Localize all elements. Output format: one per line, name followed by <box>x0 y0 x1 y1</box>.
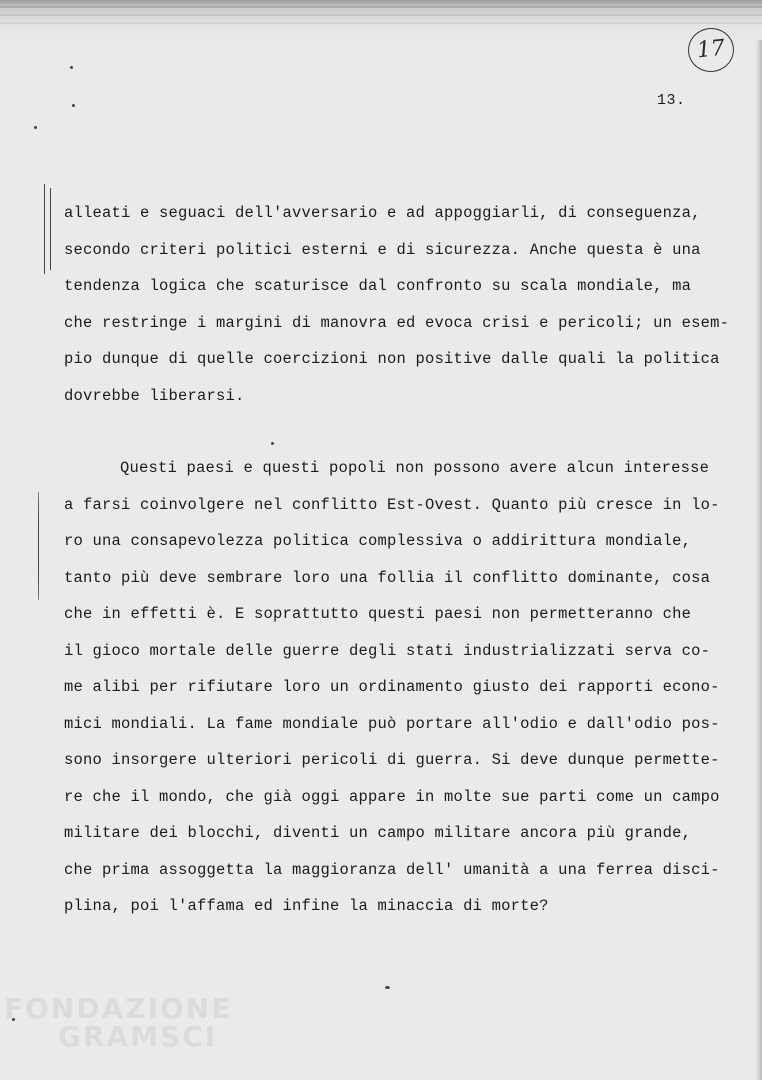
text-line: il gioco mortale delle guerre degli stati industrializzati serva co- <box>64 641 711 660</box>
text-line: dovrebbe liberarsi. <box>64 386 245 405</box>
margin-curve-mark <box>38 492 39 600</box>
text-line: militare dei blocchi, diventi un campo militare ancora più grande, <box>64 824 692 842</box>
text-line: che prima assoggetta la maggioranza dell' umanità a una ferrea disci- <box>64 860 720 879</box>
scan-speck <box>70 66 73 69</box>
archive-number-stamp: 17 <box>686 26 736 75</box>
margin-bracket-mark <box>50 188 51 270</box>
paragraph <box>64 450 724 925</box>
text-line: plina, poi l'affama ed infine la minaccia di morte? <box>64 897 549 915</box>
text-line: secondo criteri politici esterni e di sicurezza. Anche questa è una <box>64 240 701 259</box>
text-line: che in effetti è. E soprattutto questi paesi non permetteranno che <box>64 605 692 623</box>
scan-speck <box>72 104 75 107</box>
text-line: sono insorgere ulteriori pericoli di guerra. Si deve dunque permette- <box>64 751 720 769</box>
scan-right-edge <box>756 40 762 1080</box>
text-line: re che il mondo, che già oggi appare in molte sue parti come un campo <box>64 787 720 806</box>
margin-bracket-mark <box>44 184 45 274</box>
scan-speck <box>34 126 37 129</box>
text-line: mici mondiali. La fame mondiale può portare all'odio e dall'odio pos- <box>64 714 720 733</box>
scan-speck <box>271 442 274 445</box>
scan-top-edge <box>0 0 762 60</box>
scan-speck <box>385 986 390 989</box>
page-number: 13. <box>657 92 686 109</box>
text-line: tanto più deve sembrare loro una follia il conflitto dominante, cosa <box>64 568 711 587</box>
text-line: me alibi per rifiutare loro un ordinamento giusto dei rapporti econo- <box>64 678 720 696</box>
text-line: a farsi coinvolgere nel conflitto Est-Ovest. Quanto più cresce in lo- <box>64 495 720 514</box>
watermark-logo <box>4 992 233 1053</box>
text-line: ro una consapevolezza politica complessiva o addirittura mondiale, <box>64 532 692 550</box>
text-line: pio dunque di quelle coercizioni non positive dalle quali la politica <box>64 350 720 368</box>
text-line: che restringe i margini di manovra ed evoca crisi e pericoli; un esem- <box>64 313 730 332</box>
text-line: alleati e seguaci dell'avversario e ad appoggiarli, di conseguenza, <box>64 204 701 222</box>
text-line: tendenza logica che scaturisce dal confronto su scala mondiale, ma <box>64 277 692 295</box>
watermark-line: FONDAZIONE <box>4 992 233 1025</box>
text-line: Questi paesi e questi popoli non possono avere alcun interesse <box>120 459 710 477</box>
watermark-line: GRAMSCI <box>58 1020 218 1053</box>
paragraph <box>64 195 730 414</box>
